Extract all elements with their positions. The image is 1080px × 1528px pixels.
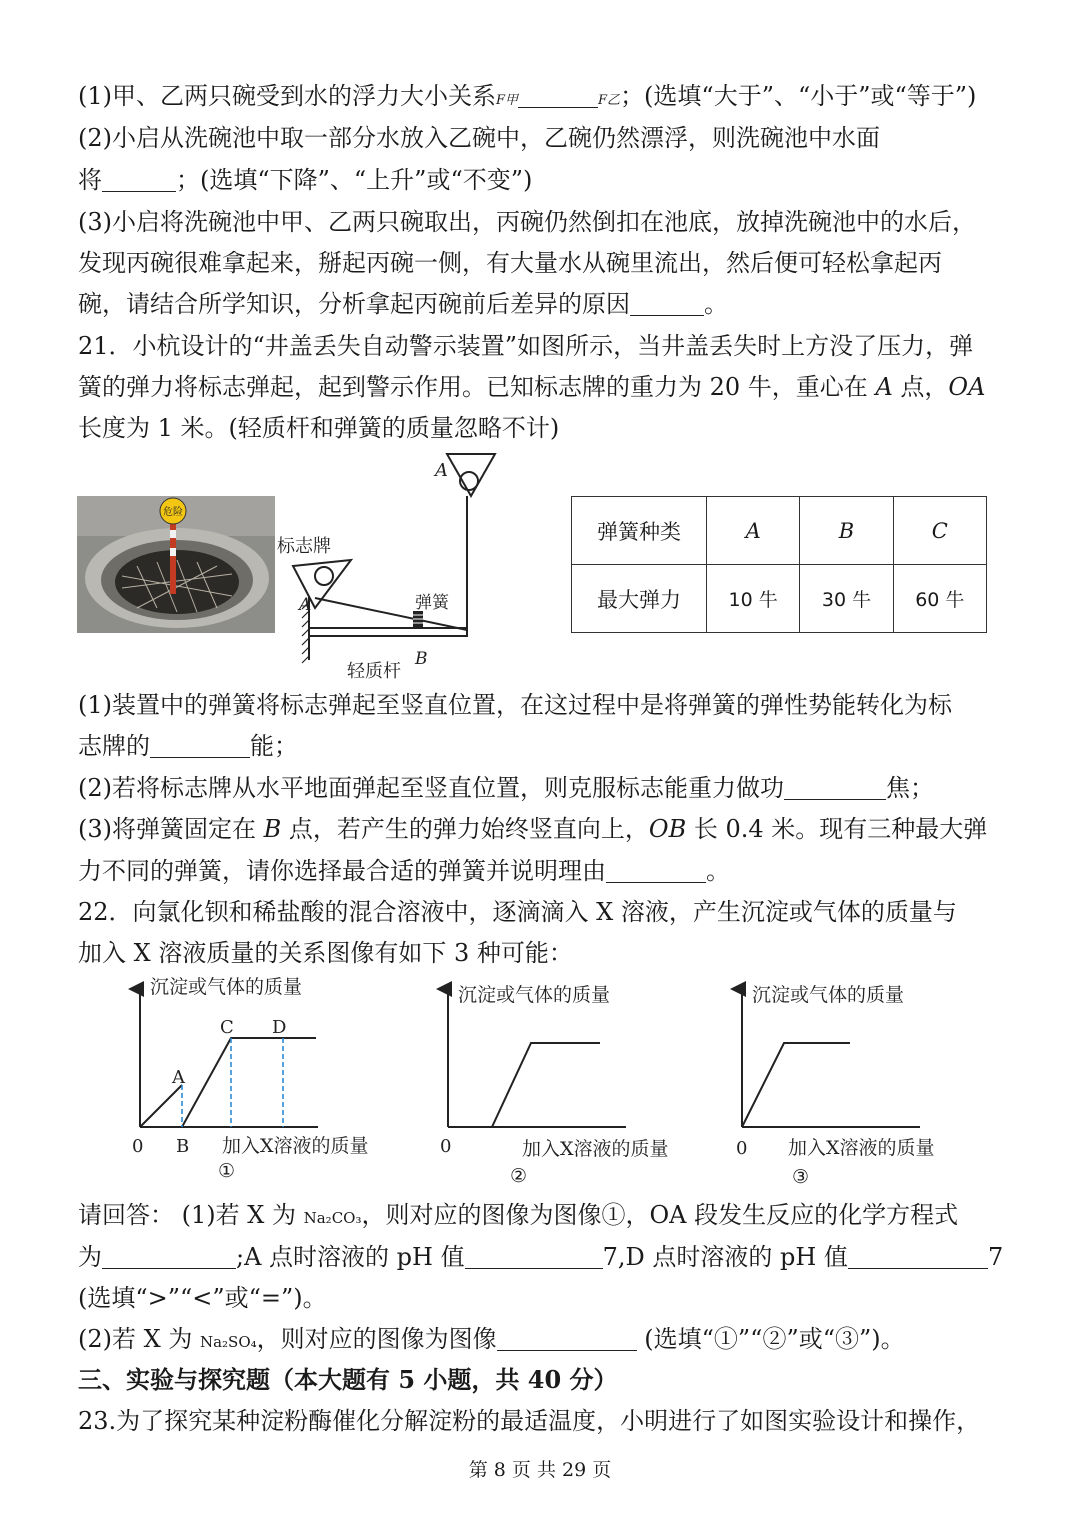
point-c-label: C: [220, 1017, 234, 1038]
spring-table: [571, 496, 987, 633]
segment-bcd: [182, 1038, 316, 1127]
q21-line-2: 簧的弹力将标志弹起，起到警示作用。已知标志牌的重力为 20 牛，重心在 A 点，OA: [78, 373, 986, 401]
graph-origin: 0: [440, 1136, 452, 1157]
graph-1: [128, 975, 390, 1190]
q22-line-2: 加入 X 溶液质量的关系图像有如下 3 种可能：: [78, 939, 573, 967]
graph-number: ②: [510, 1165, 528, 1187]
label-b: B: [415, 649, 428, 669]
label-sign: 标志牌: [277, 536, 331, 557]
spring-type-b: B: [800, 497, 893, 565]
q22-answer-line-3: (选填“>”“<”或“=”)。: [78, 1284, 327, 1312]
q21-sub3-line-1: (3)将弹簧固定在 B 点，若产生的弹力始终竖直向上，OB 长 0.4 米。现有三种最大弹: [78, 815, 988, 843]
q21-sub1-line-2: 志牌的 能；: [78, 732, 298, 760]
q21-line-1: 21．小杭设计的“井盖丢失自动警示装置”如图所示，当井盖丢失时上方没了压力，弹: [78, 332, 974, 360]
q20-line-2: (2)小启从洗碗池中取一部分水放入乙碗中，乙碗仍然漂浮，则洗碗池中水面: [78, 124, 880, 152]
q21-line-3: 长度为 1 米。(轻质杆和弹簧的质量忽略不计): [78, 414, 560, 442]
q21-sub1-line-1: (1)装置中的弹簧将标志弹起至竖直位置，在这过程中是将弹簧的弹性势能转化为标: [78, 691, 952, 719]
graph-number: ①: [218, 1160, 236, 1182]
q20-line-1: (1)甲、乙两只碗受到水的浮力大小关系F甲 F乙；(选填“大于”、“小于”或“等于”): [78, 82, 977, 110]
spring-force-c: 60 牛: [893, 565, 986, 633]
graph-2: [436, 975, 698, 1190]
spring-force-b: 30 牛: [800, 565, 893, 633]
photo-sign-label: 危险: [163, 507, 183, 518]
q20-line-3: 将 ；(选填“下降”、“上升”或“不变”): [78, 166, 533, 194]
point-a-label: A: [172, 1067, 185, 1088]
table-header-label: 弹簧种类: [572, 497, 707, 565]
q22-line-1: 22．向氯化钡和稀盐酸的混合溶液中，逐滴滴入 X 溶液，产生沉淀或气体的质量与: [78, 898, 957, 926]
answer-blank[interactable]: [497, 1326, 637, 1351]
q20-line-4: (3)小启将洗碗池中甲、乙两只碗取出，丙碗仍然倒扣在池底，放掉洗碗池中的水后，: [78, 208, 976, 236]
graph-ylabel: 沉淀或气体的质量: [752, 984, 905, 1006]
q21-sub2-line: (2)若将标志牌从水平地面弹起至竖直位置，则克服标志能重力做功 焦；: [78, 774, 934, 802]
graph-ylabel: 沉淀或气体的质量: [458, 984, 611, 1006]
graph-xlabel: 加入X溶液的质量: [522, 1138, 669, 1160]
graph-origin: 0: [132, 1136, 144, 1157]
graph-ylabel: 沉淀或气体的质量: [150, 976, 303, 998]
answer-blank[interactable]: [150, 733, 250, 758]
label-a-top: A: [435, 460, 448, 481]
graph-xlabel: 加入X溶液的质量: [222, 1135, 369, 1157]
answer-blank[interactable]: [848, 1244, 988, 1269]
q20-line-6: 碗，请结合所学知识，分析拿起丙碗前后差异的原因 。: [78, 290, 728, 318]
answer-blank[interactable]: [102, 167, 176, 192]
f-yi: F乙: [598, 93, 621, 108]
answer-blank[interactable]: [784, 775, 886, 800]
q23-line-1: 23.为了探究某种淀粉酶催化分解淀粉的最适温度，小明进行了如图实验设计和操作，: [78, 1407, 981, 1435]
answer-blank[interactable]: [630, 291, 704, 316]
spring-type-a: A: [707, 497, 800, 565]
table-row-label: 最大弹力: [572, 565, 707, 633]
spring-type-c: C: [893, 497, 986, 565]
q21-sub3-line-2: 力不同的弹簧，请你选择最合适的弹簧并说明理由 。: [78, 857, 730, 885]
point-d-label: D: [272, 1017, 287, 1038]
segment-oa: [140, 1085, 182, 1127]
answer-blank[interactable]: [465, 1244, 603, 1269]
label-a-low: A: [299, 595, 312, 615]
page-number: 第 8 页 共 29 页: [468, 1459, 612, 1481]
label-rod: 轻质杆: [347, 661, 401, 682]
answer-blank[interactable]: [606, 858, 706, 883]
graph-origin: 0: [736, 1138, 748, 1159]
f-jia: F甲: [496, 93, 519, 108]
graph-xlabel: 加入X溶液的质量: [788, 1137, 935, 1159]
q20-line-5: 发现丙碗很难拿起来，掰起丙碗一侧，有大量水从碗里流出，然后便可轻松拿起丙: [78, 249, 942, 277]
lever-diagram: [275, 448, 503, 682]
section-3-title: 三、实验与探究题（本大题有 5 小题，共 40 分）: [78, 1365, 618, 1394]
answer-blank[interactable]: [102, 1244, 236, 1269]
point-b-label: B: [176, 1136, 190, 1157]
graph-3: [730, 975, 992, 1190]
manhole-photo: [77, 496, 275, 633]
spring-force-a: 10 牛: [707, 565, 800, 633]
answer-blank[interactable]: [518, 83, 598, 108]
q22-answer-line-2: 为 ;A 点时溶液的 pH 值 7,D 点时溶液的 pH 值 7: [78, 1243, 1004, 1271]
graph-curve: [742, 1043, 850, 1127]
label-spring: 弹簧: [415, 593, 449, 613]
q22-answer-line-4: (2)若 X 为 Na₂SO₄，则对应的图像为图像 (选填“①”“②”或“③”)。: [78, 1325, 905, 1353]
q22-answer-line-1: 请回答： (1)若 X 为 Na₂CO₃，则对应的图像为图像①，OA 段发生反应的化学方程式: [78, 1201, 959, 1229]
graph-number: ③: [792, 1166, 810, 1188]
table-row: [572, 565, 987, 633]
table-row: [572, 497, 987, 565]
graph-curve: [492, 1043, 600, 1127]
